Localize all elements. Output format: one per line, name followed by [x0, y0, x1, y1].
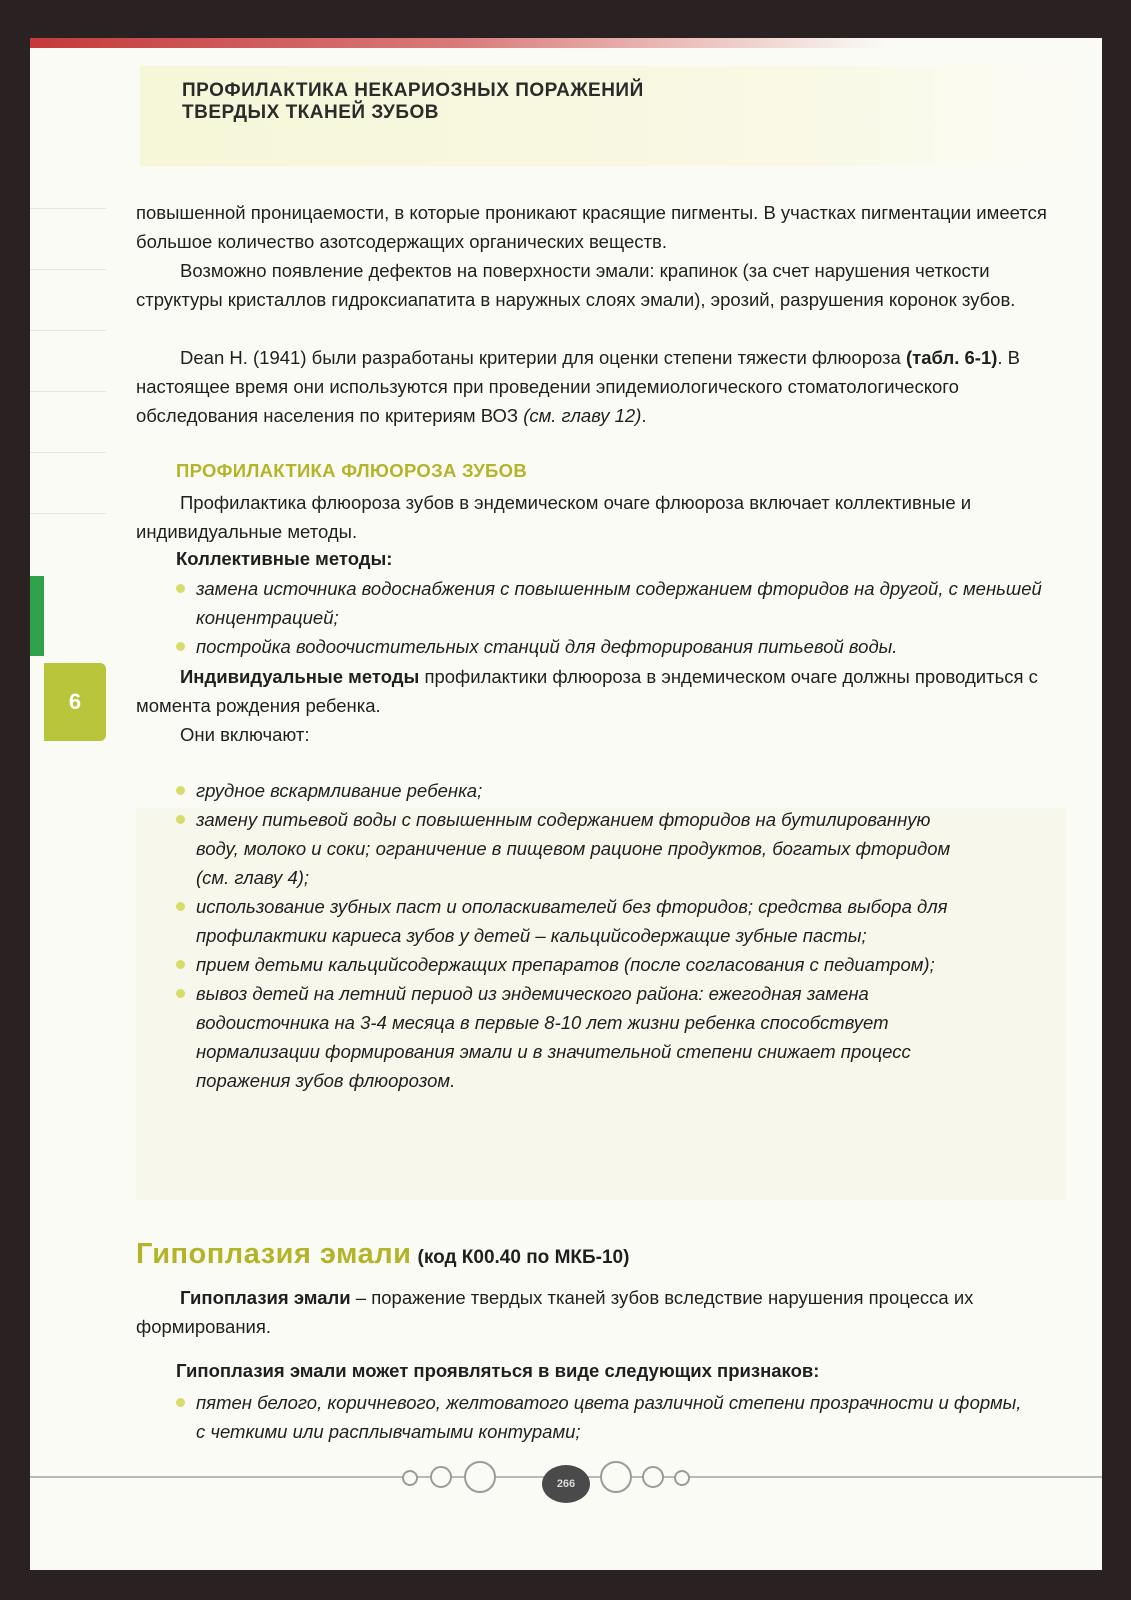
collective-methods-list: [176, 574, 1056, 661]
signs-heading: Гипоплазия эмали может проявляться в виде следующих признаков:: [176, 1360, 820, 1381]
list-item: замена источника водоснабжения с повышенным содержанием фторидов на другой, с меньшей концентрацией;: [176, 574, 1056, 632]
book-page: [30, 38, 1102, 1570]
list-item: прием детьми кальцийсодержащих препаратов (после согласования с педиатром);: [176, 950, 976, 979]
chapter-tab: 6: [44, 663, 106, 741]
paragraph-2: Возможно появление дефектов на поверхности эмали: крапинок (за счет нарушения четкости структуры кристаллов гидроксиапатита в наружных слоях эмали), эрозий, разрушения коронок зубов.: [136, 260, 1016, 310]
footer-ring: [430, 1466, 452, 1488]
running-head: [182, 80, 644, 124]
running-head-line-1: ПРОФИЛАКТИКА НЕКАРИОЗНЫХ ПОРАЖЕНИЙ: [182, 80, 644, 101]
individual-methods-bold: Индивидуальные методы: [180, 666, 420, 687]
paragraph-1: повышенной проницаемости, в которые проникают красящие пигменты. В участках пигментации имеется большое количество азотсодержащих органических веществ.: [136, 202, 1047, 252]
footer-ring: [642, 1466, 664, 1488]
signs-list: [176, 1388, 1026, 1446]
running-head-line-2: ТВЕРДЫХ ТКАНЕЙ ЗУБОВ: [182, 102, 439, 123]
list-item: пятен белого, коричневого, желтоватого цвета различной степени прозрачности и формы, с четкими или расплывчатыми контурами;: [176, 1388, 1026, 1446]
hypoplasia-title-text: Гипоплазия эмали: [136, 1238, 412, 1270]
list-item: грудное вскармливание ребенка;: [176, 776, 976, 805]
list-item: использование зубных паст и ополаскивателей без фторидов; средства выбора для профилактики кариеса зубов у детей – кальцийсодержащие зубные пасты;: [176, 892, 976, 950]
chapter-color-marker: [30, 576, 44, 656]
hypoplasia-definition: Гипоплазия эмали – поражение твердых тканей зубов вследствие нарушения процесса их формирования.: [136, 1287, 974, 1337]
prevention-heading: ПРОФИЛАКТИКА ФЛЮОРОЗА ЗУБОВ: [176, 460, 528, 481]
icd-code: (код К00.40 по МКБ-10): [417, 1247, 630, 1268]
chapter-reference: (см. главу 12): [523, 405, 642, 426]
individual-methods-paragraph: Индивидуальные методы профилактики флюороза в эндемическом очаге должны проводиться с момента рождения ребенка.: [136, 666, 1038, 716]
footer-ring: [402, 1470, 418, 1486]
margin-tab-lines: [30, 208, 106, 574]
list-item: замену питьевой воды с повышенным содержанием фторидов на бутилированную воду, молоко и соки; ограничение в пищевом рационе продуктов, богатых фторидом (см. главу 4);: [176, 805, 976, 892]
prevention-intro: Профилактика флюороза зубов в эндемическом очаге флюороза включает коллективные и индивидуальные методы.: [136, 492, 972, 542]
table-reference: (табл. 6-1): [905, 347, 998, 368]
top-color-strip: [30, 38, 1102, 48]
footer-ring: [674, 1470, 690, 1486]
collective-methods-heading: Коллективные методы:: [176, 548, 393, 569]
footer-ring: [600, 1461, 632, 1493]
list-item: постройка водоочистительных станций для дефторирования питьевой воды.: [176, 632, 1056, 661]
hypoplasia-title: [136, 1238, 629, 1271]
hypoplasia-definition-term: Гипоплазия эмали: [180, 1287, 351, 1308]
paragraph-3: Dean H. (1941) были разработаны критерии для оценки степени тяжести флюороза (табл. 6-1). В настоящее время они используются при проведении эпидемиологического стоматологического обследования населения по критериям ВОЗ (см. главу 12).: [136, 347, 1021, 426]
list-item: вывоз детей на летний период из эндемического района: ежегодная замена водоисточника на 3-4 месяца в первые 8-10 лет жизни ребенка способствует нормализации формирования эмали и в значительной степени снижает процесс поражения зубов флюорозом.: [176, 979, 976, 1095]
individual-methods-list: [176, 776, 976, 1095]
footer-ring: [464, 1461, 496, 1493]
they-include: Они включают:: [180, 724, 310, 745]
page-number: 266: [542, 1465, 590, 1503]
